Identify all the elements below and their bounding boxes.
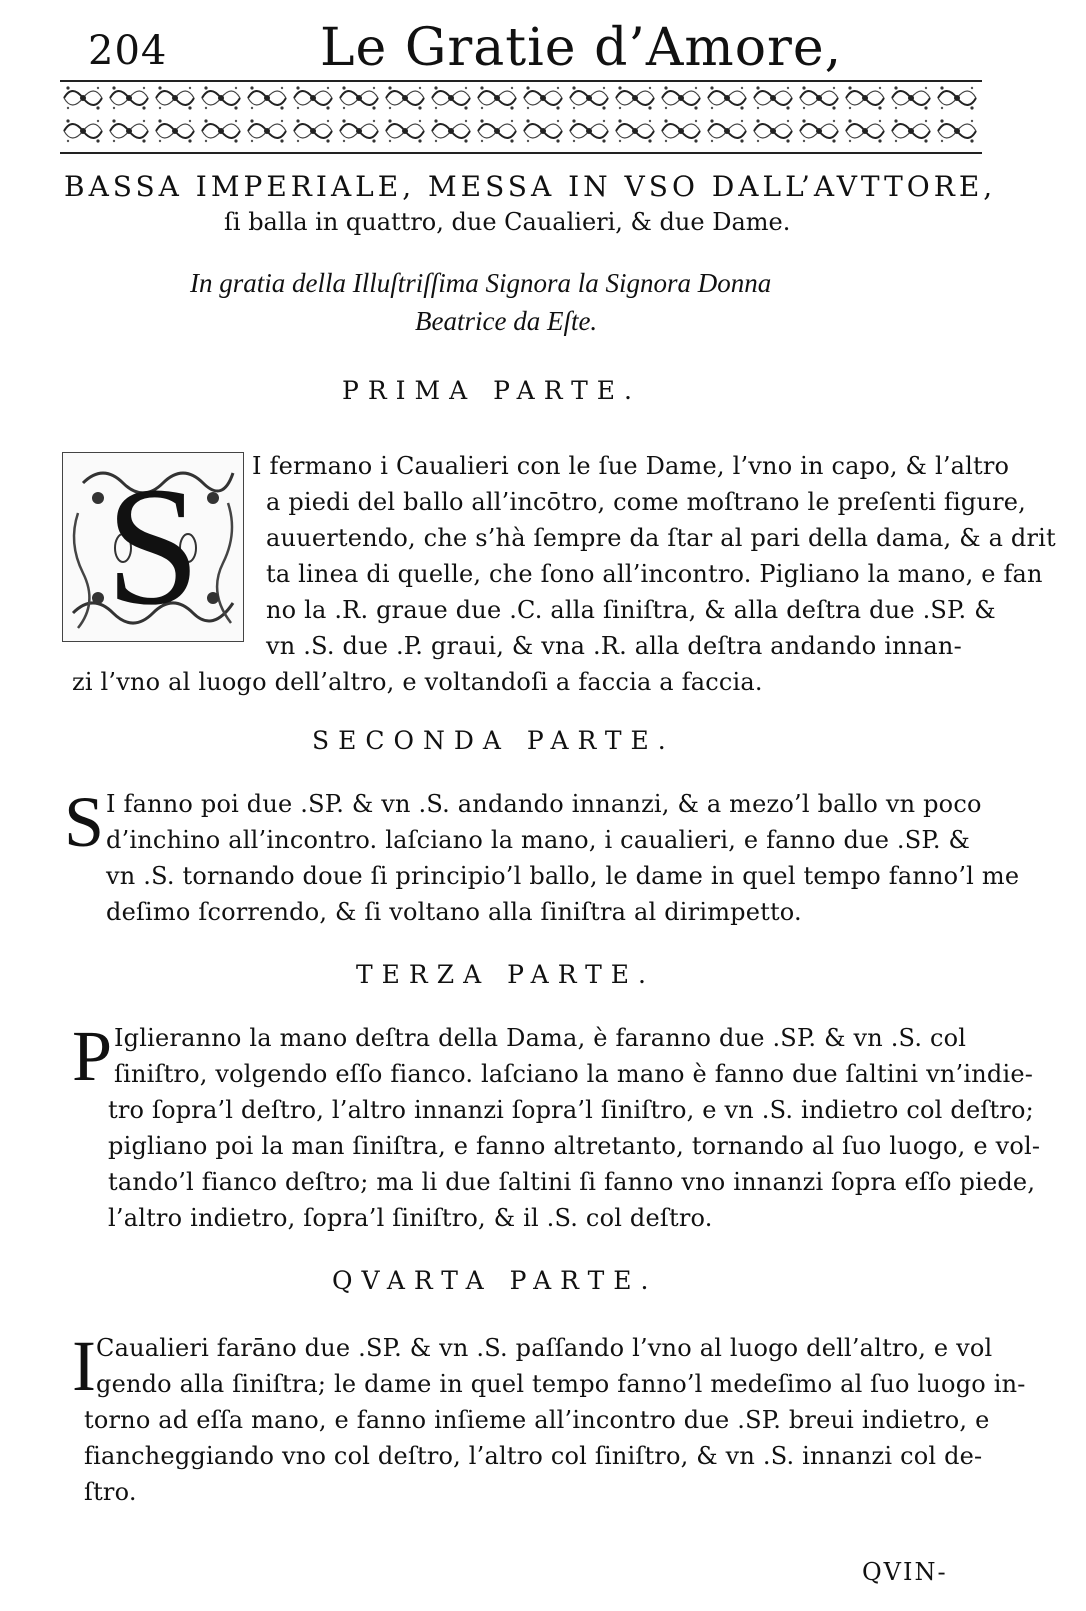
decorated-initial xyxy=(62,452,244,642)
quarta-line-1: Caualieri farāno due .SP. & vn .S. paſſando l’vno al luogo dell’altro, e vol xyxy=(96,1334,993,1362)
dance-subtitle: ſi balla in quattro, due Caualieri, & due Dame. xyxy=(224,208,791,236)
prima-line-7: zi l’vno al luogo dell’altro, e voltandoſi a faccia a faccia. xyxy=(72,668,763,696)
terza-dropcap: P xyxy=(72,1016,113,1096)
running-title: Le Gratie d’Amore, xyxy=(320,18,843,78)
dedication-line-2: Beatrice da Eſte. xyxy=(415,306,598,336)
quarta-dropcap: I xyxy=(72,1326,96,1406)
terza-line-2: ſiniſtro, volgendo eſſo fianco. laſciano la mano è fanno due ſaltini vn’indie- xyxy=(114,1060,1034,1088)
seconda-line-4: deſimo ſcorrendo, & ſi voltano alla ſiniſtra al dirimpetto. xyxy=(106,898,802,926)
section-heading-seconda: SECONDA PARTE. xyxy=(312,726,675,755)
terza-line-3: tro ſopra’l deſtro, l’altro innanzi ſopra’l ſiniſtro, e vn .S. indietro col deſtro; xyxy=(108,1096,1034,1124)
terza-line-6: l’altro indietro, ſopra’l ſiniſtro, & il .S. col deſtro. xyxy=(108,1204,713,1232)
prima-line-2: a piedi del ballo all’incōtro, come moſtrano le preſenti figure, xyxy=(266,488,1027,516)
terza-line-5: tando’l fianco deſtro; ma li due ſaltini ſi fanno vno innanzi ſopra eſſo piede, xyxy=(108,1168,1036,1196)
quarta-line-2: gendo alla ſiniſtra; le dame in quel tempo fanno’l medeſimo al ſuo luogo in- xyxy=(96,1370,1026,1398)
prima-line-1: I fermano i Caualieri con le ſue Dame, l’vno in capo, & l’altro xyxy=(252,452,1010,480)
section-heading-prima: PRIMA PARTE. xyxy=(342,376,641,405)
initial-letter: S xyxy=(105,453,201,640)
page-header xyxy=(88,14,1028,78)
quarta-line-3: torno ad eſſa mano, e fanno inſieme all’incontro due .SP. breui indietro, e xyxy=(84,1406,990,1434)
prima-line-4: ta linea di quelle, che ſono all’incontro. Pigliano la mano, e fan xyxy=(266,560,1043,588)
terza-line-1: Iglieranno la mano deſtra della Dama, è faranno due .SP. & vn .S. col xyxy=(114,1024,967,1052)
prima-line-6: vn .S. due .P. graui, & vna .R. alla deſtra andando innan- xyxy=(266,632,962,660)
quarta-line-5: ſtro. xyxy=(84,1478,137,1506)
seconda-dropcap: S xyxy=(64,782,105,862)
catchword: QVIN- xyxy=(862,1558,948,1586)
ornament-pattern xyxy=(60,82,982,148)
seconda-line-3: vn .S. tornando doue ſi principio’l ballo, le dame in quel tempo fanno’l me xyxy=(106,862,1020,890)
prima-line-3: auuertendo, che s’hà ſempre da ſtar al pari della dama, & a drit xyxy=(266,524,1056,552)
page-number: 204 xyxy=(88,28,168,74)
dance-title: BASSA IMPERIALE, MESSA IN VSO DALL’AVTTORE, xyxy=(64,170,997,203)
seconda-line-2: d’inchino all’incontro. laſciano la mano, i caualieri, e fanno due .SP. & xyxy=(106,826,971,854)
floral-initial-icon xyxy=(63,453,243,641)
dedication-line-1: In gratia della Illuſtriſſima Signora la Signora Donna xyxy=(190,268,772,298)
section-heading-terza: TERZA PARTE. xyxy=(356,960,655,989)
section-heading-quarta: QVARTA PARTE. xyxy=(332,1266,658,1295)
seconda-line-1: I fanno poi due .SP. & vn .S. andando innanzi, & a mezo’l ballo vn poco xyxy=(106,790,982,818)
terza-line-4: pigliano poi la man ſiniſtra, e fanno altretanto, tornando al ſuo luogo, e vol- xyxy=(108,1132,1041,1160)
quarta-line-4: fiancheggiando vno col deſtro, l’altro col ſiniſtro, & vn .S. innanzi col de- xyxy=(84,1442,983,1470)
ornamental-band xyxy=(60,80,982,154)
prima-line-5: no la .R. graue due .C. alla ſiniſtra, & alla deſtra due .SP. & xyxy=(266,596,996,624)
